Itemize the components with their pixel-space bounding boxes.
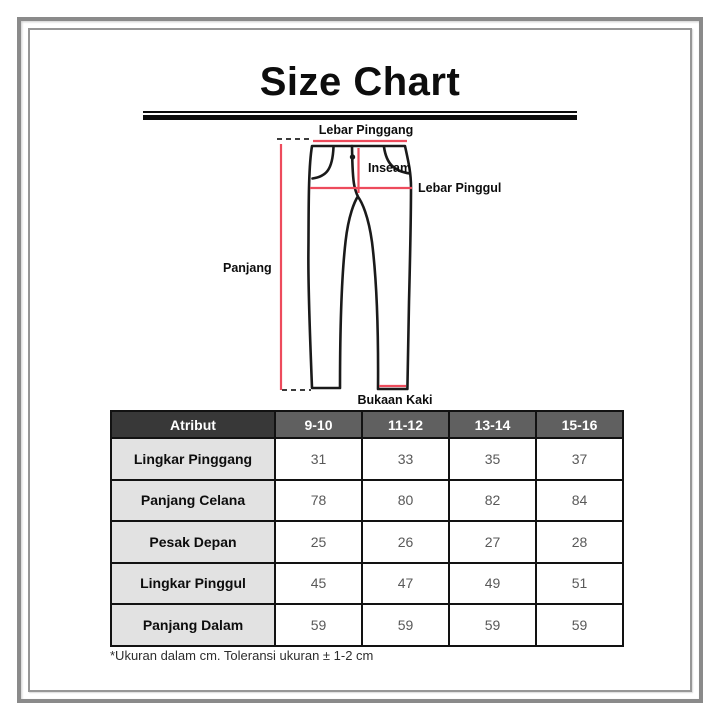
cell-value: 35 — [449, 438, 536, 480]
size-table-header — [111, 411, 623, 438]
row-label-panjang-dalam: Panjang Dalam — [111, 604, 275, 646]
hip-label: Lebar Pinggul — [418, 181, 502, 195]
cell-value: 82 — [449, 480, 536, 522]
cell-value: 25 — [275, 521, 362, 563]
dashed-guides — [277, 139, 312, 390]
table-row — [111, 438, 623, 480]
pants-outline — [308, 146, 411, 389]
row-label-lingkar-pinggang: Lingkar Pinggang — [111, 438, 275, 480]
header-cell-size-11-12: 11-12 — [362, 411, 449, 438]
size-tolerance-footnote: *Ukuran dalam cm. Toleransi ukuran ± 1-2 cm — [110, 648, 374, 663]
pants-body-path — [308, 146, 411, 389]
length-label: Panjang — [223, 261, 272, 275]
cell-value: 59 — [536, 604, 623, 646]
cell-value: 28 — [536, 521, 623, 563]
header-cell-size-9-10: 9-10 — [275, 411, 362, 438]
table-row — [111, 480, 623, 522]
cell-value: 45 — [275, 563, 362, 605]
cell-value: 31 — [275, 438, 362, 480]
header-row — [111, 411, 623, 438]
header-cell-size-15-16: 15-16 — [536, 411, 623, 438]
cell-value: 80 — [362, 480, 449, 522]
table-row — [111, 604, 623, 646]
cell-value: 59 — [275, 604, 362, 646]
size-table-body — [111, 438, 623, 646]
cell-value: 47 — [362, 563, 449, 605]
size-table — [110, 410, 624, 647]
table-row — [111, 521, 623, 563]
cell-value: 84 — [536, 480, 623, 522]
cell-value: 59 — [449, 604, 536, 646]
cell-value: 78 — [275, 480, 362, 522]
inseam-label: Inseam — [368, 161, 412, 175]
cell-value: 33 — [362, 438, 449, 480]
header-cell-atribut: Atribut — [111, 411, 275, 438]
row-label-pesak-depan: Pesak Depan — [111, 521, 275, 563]
table-row — [111, 563, 623, 605]
header-cell-size-13-14: 13-14 — [449, 411, 536, 438]
leg-opening-label: Bukaan Kaki — [357, 393, 433, 407]
row-label-lingkar-pinggul: Lingkar Pinggul — [111, 563, 275, 605]
row-label-panjang-celana: Panjang Celana — [111, 480, 275, 522]
cell-value: 49 — [449, 563, 536, 605]
cell-value: 27 — [449, 521, 536, 563]
measurement-lines — [281, 141, 412, 390]
page-title: Size Chart — [259, 60, 461, 104]
pants-button-dot — [351, 156, 354, 159]
cell-value: 59 — [362, 604, 449, 646]
waist-label: Lebar Pinggang — [318, 123, 414, 137]
cell-value: 37 — [536, 438, 623, 480]
pants-left-pocket-curve — [313, 147, 334, 179]
cell-value: 26 — [362, 521, 449, 563]
cell-value: 51 — [536, 563, 623, 605]
